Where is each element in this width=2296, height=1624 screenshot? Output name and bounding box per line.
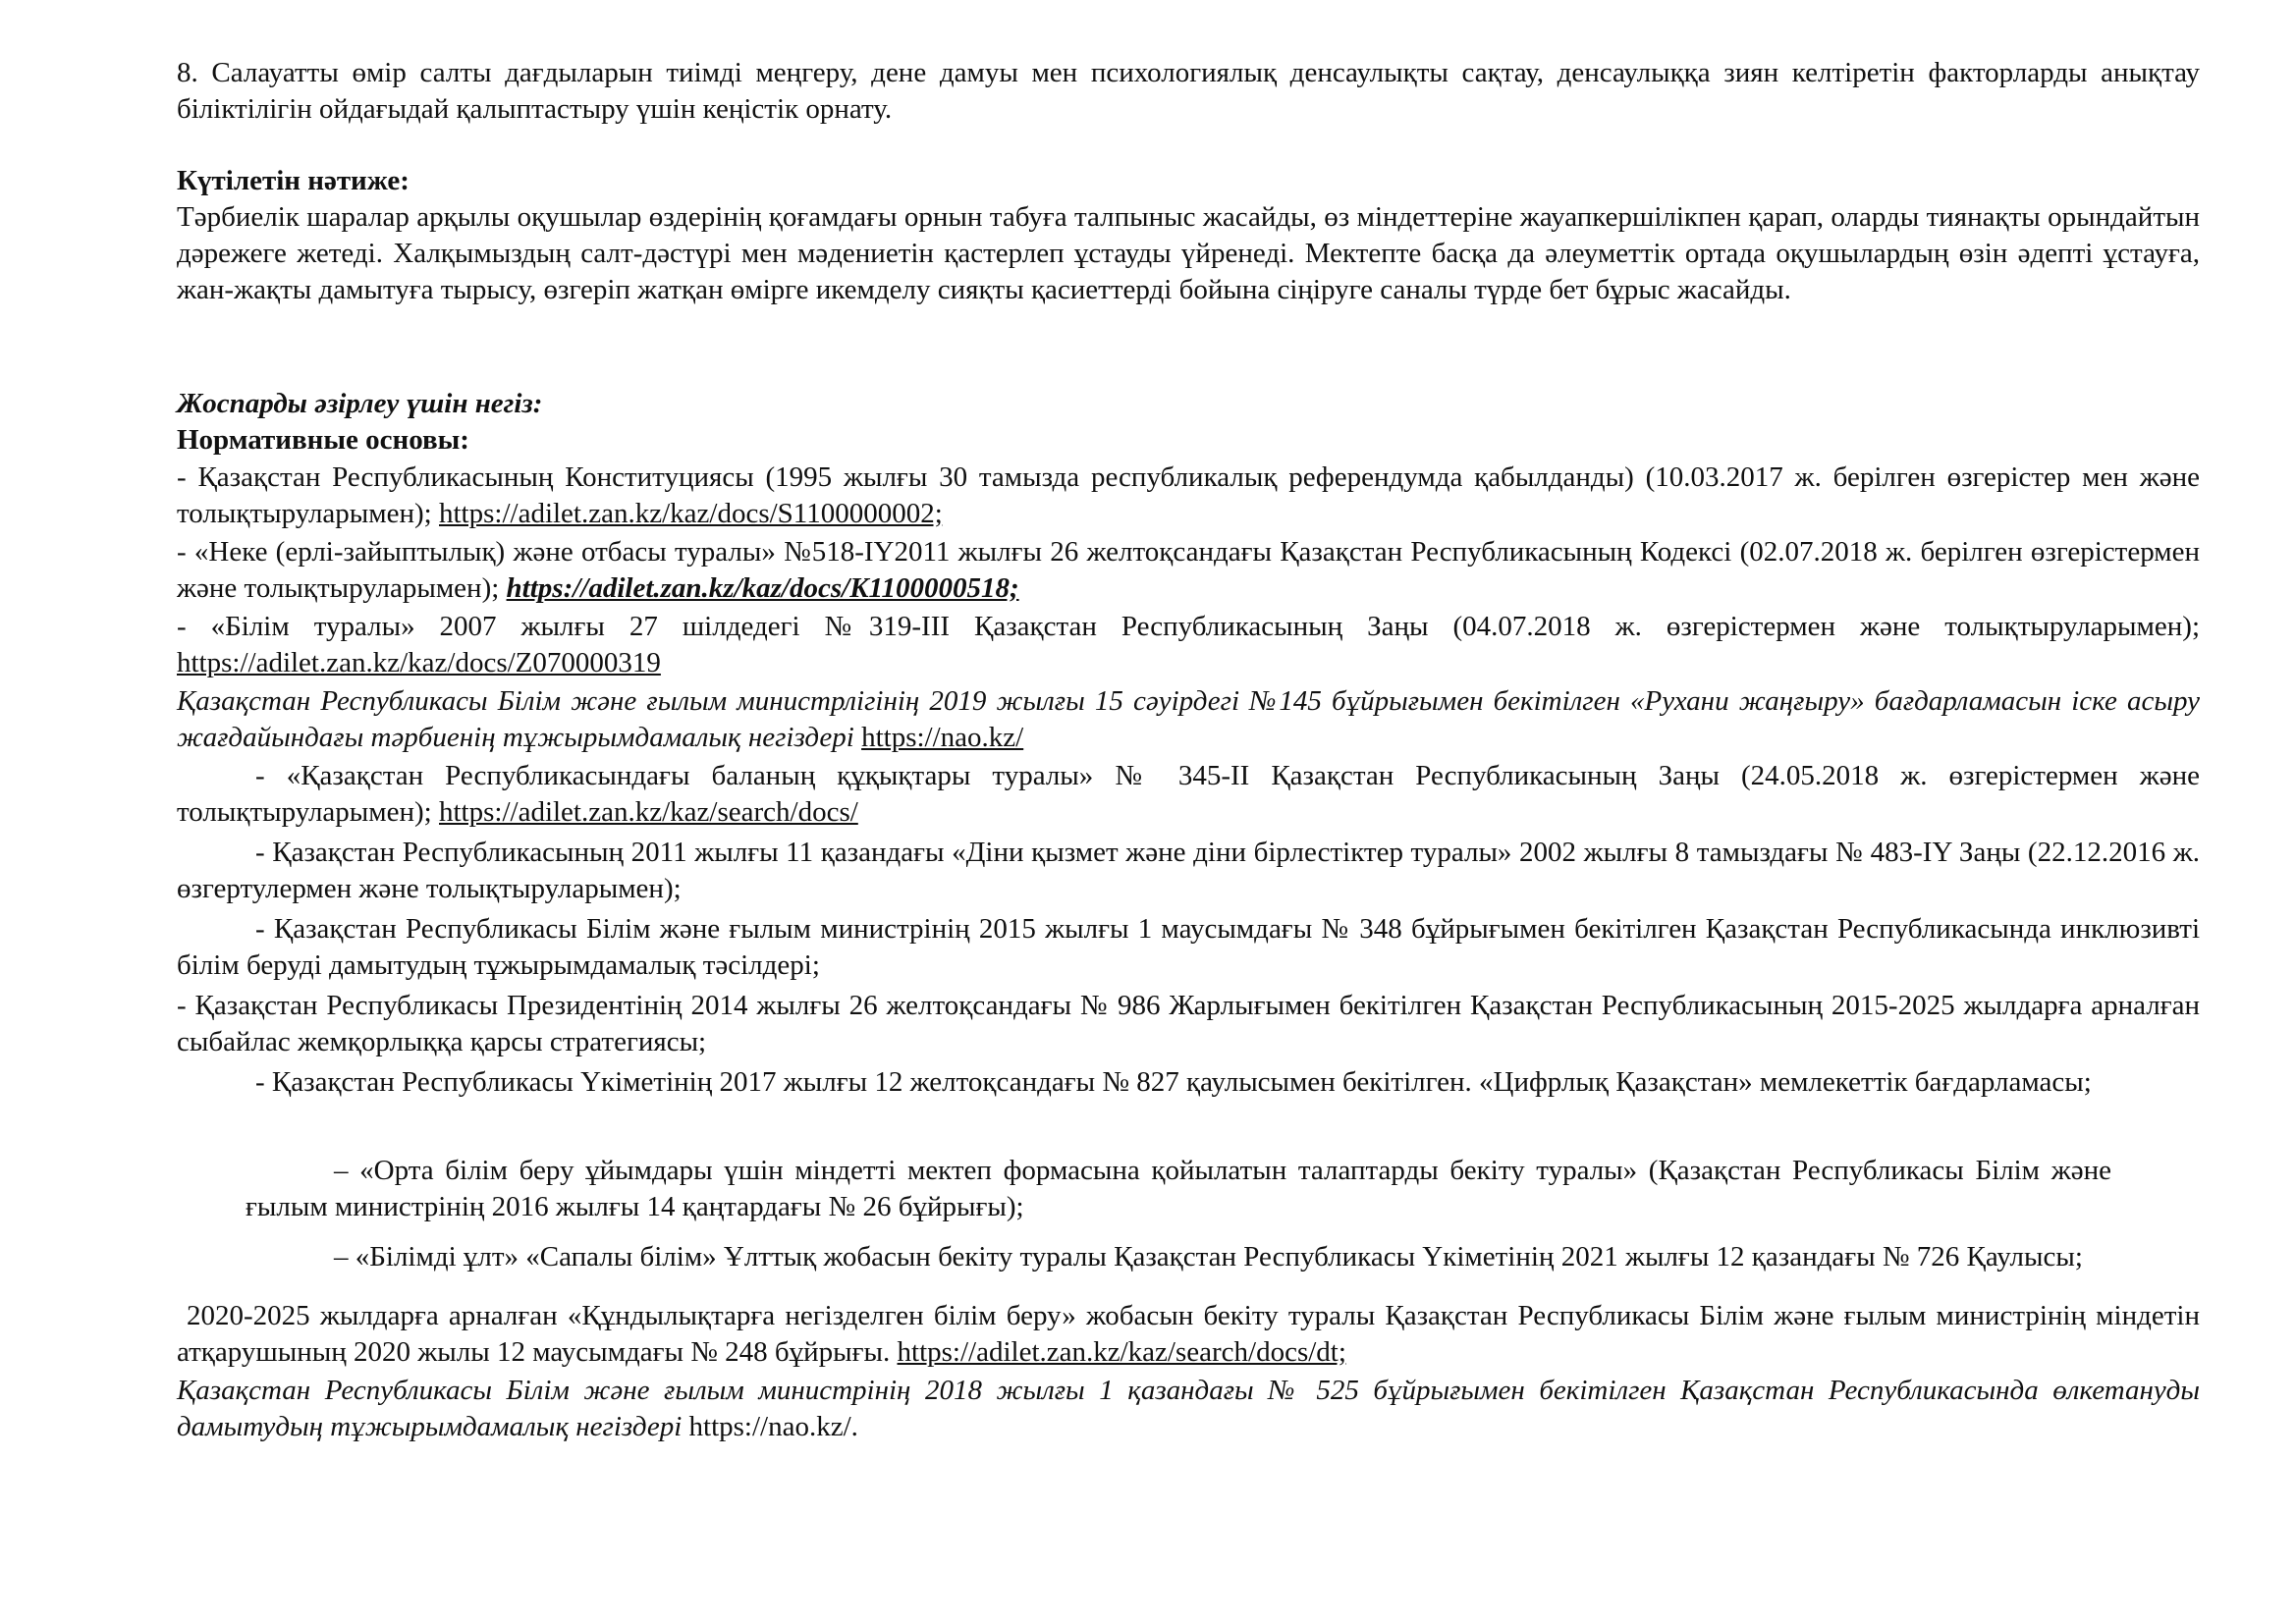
digital-text: - Қазақстан Республикасы Үкіметінің 2017 жылғы 12 желтоқсандағы № 827 қаулысымен бекітілген. «Цифрлық Қазақстан» мемлекеттік бағдарламасы; xyxy=(255,1066,2092,1098)
item-quality-education xyxy=(246,1239,2111,1275)
uniform-text: – «Орта білім беру ұйымдары үшін міндетті мектеп формасына қойылатын талаптарды бекіту туралы» (Қазақстан Республикасы Білім және ғылым министрінің 2016 жылғы 14 қаңтардағы № 26 бұйрығы); xyxy=(246,1155,2111,1222)
item-digital-kazakhstan xyxy=(177,1064,2200,1101)
item-8-text: 8. Салауатты өмір салты дағдыларын тиімді меңгеру, дене дамуы мен психологиялық денсаулықты сақтау, денсаулыққа зиян келтіретін факторларды анықтау біліктілігін ойдағыдай қалыптастыру үшін кеңістік орнату. xyxy=(177,57,2200,125)
education-law-text: - «Білім туралы» 2007 жылғы 27 шілдедегі №319-III Қазақстан Республикасының Заңы (04.07.2018 ж. өзгерістермен және толықтыруларымен); xyxy=(177,611,2200,642)
values-text: 2020-2025 жылдарға арналған «Құндылықтарға негізделген білім беру» жобасын бекіту туралы Қазақстан Республикасы Білім және ғылым министрінің міндетін атқарушының 2020 жылы 12 маусымдағы № 248 бұйрығы. xyxy=(177,1300,2200,1368)
child-rights-text: - «Қазақстан Республикасындағы баланың құқықтары туралы» № 345-II Қазақстан Республикасының Заңы (24.05.2018 ж. өзгерістермен және толықтыруларымен); xyxy=(177,760,2200,828)
item-constitution xyxy=(177,460,2200,532)
basis-heading: Жоспарды әзірлеу үшін негіз: xyxy=(177,388,543,419)
marriage-link[interactable]: https://adilet.zan.kz/kaz/docs/K1100000518; xyxy=(506,572,1019,604)
rukhani-text: Қазақстан Республикасы Білім және ғылым министрлігінің 2019 жылғы 15 сәуірдегі №145 бұйрығымен бекітілген «Рухани жаңғыру» бағдарламасын іске асыру жағдайындағы тәрбиенің тұжырымдамалық негіздері xyxy=(177,685,2200,753)
normative-heading: Нормативные основы: xyxy=(177,424,469,456)
item-marriage-code xyxy=(177,534,2200,607)
expected-result-text xyxy=(177,199,2200,308)
constitution-text: - Қазақстан Республикасының Конституциясы (1995 жылғы 30 тамызда республикалық референдумда қабылданды) (10.03.2017 ж. берілген өзгерістер мен және толықтыруларымен); xyxy=(177,461,2200,529)
quality-text: – «Білімді ұлт» «Сапалы білім» Ұлттық жобасын бекіту туралы Қазақстан Республикасы Үкіметінің 2021 жылғы 12 қазандағы № 726 Қаулысы; xyxy=(334,1241,2083,1272)
item-school-uniform xyxy=(246,1153,2111,1225)
paragraph-item-8 xyxy=(177,55,2200,128)
inclusive-text: - Қазақстан Республикасы Білім және ғылым министрінің 2015 жылғы 1 маусымдағы № 348 бұйрығымен бекітілген Қазақстан Республикасында инклюзивті білім беруді дамытудың тұжырымдамалық тәсілдері; xyxy=(177,913,2200,981)
item-local-history xyxy=(177,1373,2200,1445)
child-rights-link[interactable]: https://adilet.zan.kz/kaz/search/docs/ xyxy=(439,796,858,828)
marriage-text: - «Неке (ерлі-зайыптылық) және отбасы туралы» №518-IY2011 жылғы 26 желтоқсандағы Қазақстан Республикасының Кодексі (02.07.2018 ж. берілген өзгерістермен және толықтыруларымен); xyxy=(177,536,2200,604)
item-rukhani xyxy=(177,683,2200,756)
values-link[interactable]: https://adilet.zan.kz/kaz/search/docs/dt; xyxy=(897,1336,1346,1368)
expected-result-heading: Күтілетін нәтиже: xyxy=(177,165,410,196)
local-history-text: Қазақстан Республикасы Білім және ғылым министрінің 2018 жылғы 1 қазандағы № 525 бұйрығымен бекітілген Қазақстан Республикасында өлкетануды дамытудың тұжырымдамалық негіздері xyxy=(177,1375,2200,1442)
item-education-law xyxy=(177,609,2200,681)
item-anticorruption xyxy=(177,988,2200,1060)
constitution-link[interactable]: https://adilet.zan.kz/kaz/docs/S1100000002; xyxy=(439,498,943,529)
expected-result-body: Тәрбиелік шаралар арқылы оқушылар өздерінің қоғамдағы орнын табуға талпыныс жасайды, өз міндеттеріне жауапкершілікпен қарап, оларды тиянақты орындайтын дәрежеге жетеді. Халқымыздың салт-дәстүрі мен мәдениетін қастерлеп ұстауды үйренеді. Мектепте басқа да әлеуметтік ортада оқушылардың өзін әдепті ұстауға, жан-жақты дамытуға тырысу, өзгеріп жатқан өмірге икемделу сияқты қасиеттерді бойына сіңіруге саналы түрде бет бұрыс жасайды. xyxy=(177,201,2200,305)
item-child-rights xyxy=(177,758,2200,831)
local-history-link[interactable]: https://nao.kz/. xyxy=(688,1411,858,1442)
religion-text: - Қазақстан Республикасының 2011 жылғы 11 қазандағы «Діни қызмет және діни бірлестіктер туралы» 2002 жылғы 8 тамыздағы № 483-IY Заңы (22.12.2016 ж. өзгертулермен және толықтыруларымен); xyxy=(177,837,2200,904)
anticorruption-text: - Қазақстан Республикасы Президентінің 2014 жылғы 26 желтоқсандағы № 986 Жарлығымен бекітілген Қазақстан Республикасының 2015-2025 жылдарға арналған сыбайлас жемқорлыққа қарсы стратегиясы; xyxy=(177,990,2200,1057)
item-inclusive xyxy=(177,911,2200,984)
education-law-link[interactable]: https://adilet.zan.kz/kaz/docs/Z070000319 xyxy=(177,647,661,678)
item-religion-law xyxy=(177,835,2200,907)
rukhani-link[interactable]: https://nao.kz/ xyxy=(861,722,1024,753)
item-values-education xyxy=(177,1298,2200,1371)
